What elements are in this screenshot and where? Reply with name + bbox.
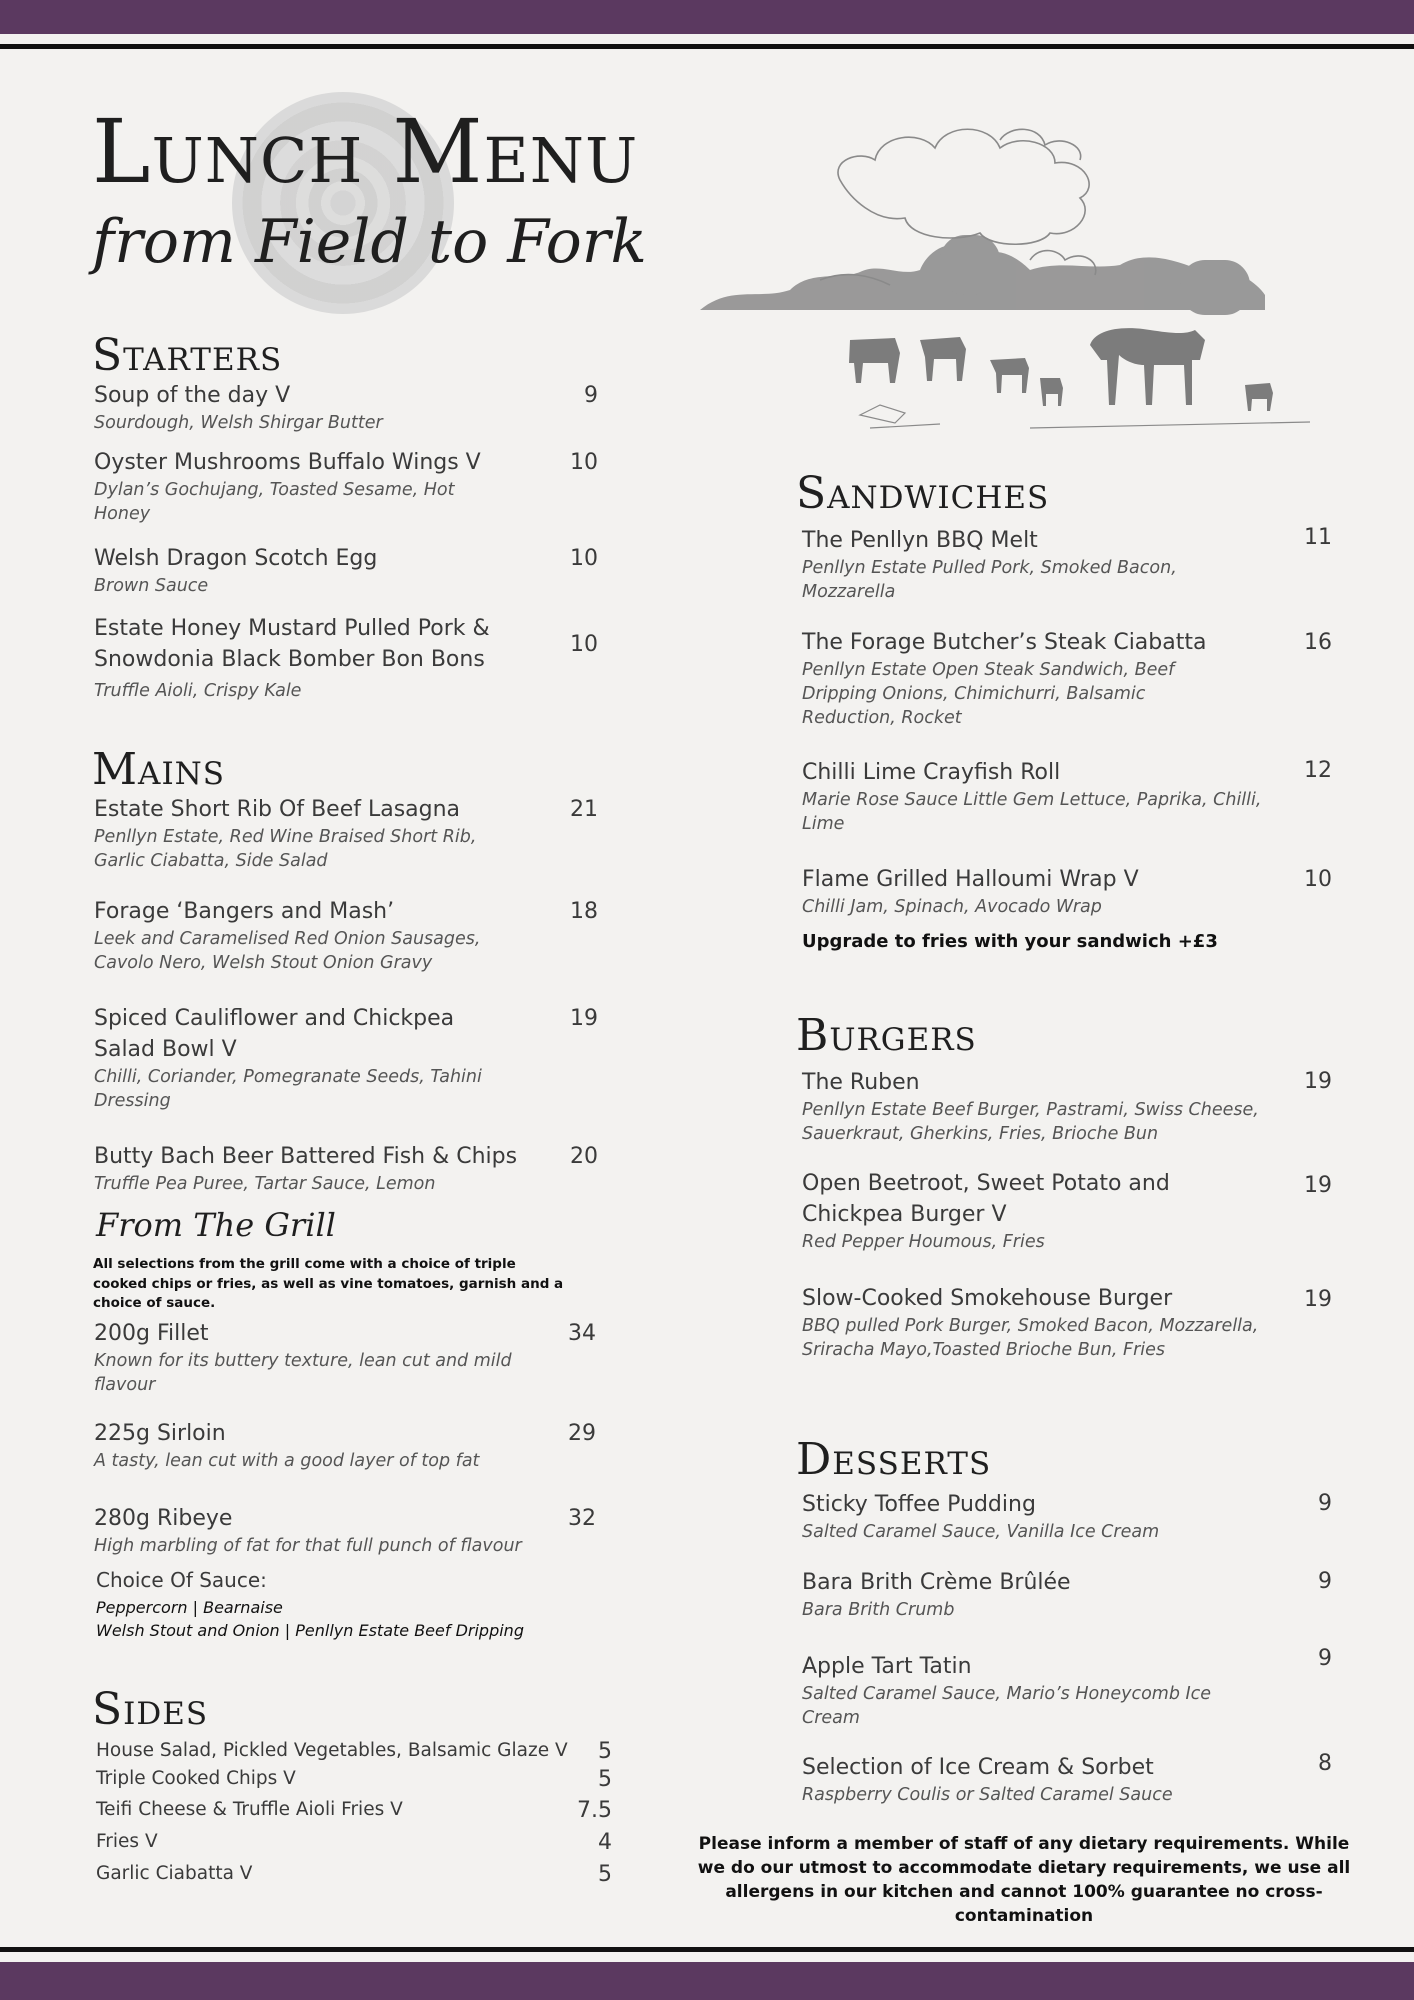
item-description: Known for its buttery texture, lean cut and mild flavour xyxy=(94,1351,512,1395)
grill-note: All selections from the grill come with a choice of triple cooked chips or fries, as well as vine tomatoes, garnish and a choice of sauce. xyxy=(93,1256,564,1311)
item-name: Flame Grilled Halloumi Wrap V xyxy=(802,867,1139,892)
side-name: Garlic Ciabatta V xyxy=(96,1863,253,1884)
item-price: 10 xyxy=(1304,867,1332,892)
item-price: 21 xyxy=(570,797,598,822)
menu-item xyxy=(802,627,1272,730)
item-description: Salted Caramel Sauce, Vanilla Ice Cream xyxy=(802,1522,1160,1542)
menu-item xyxy=(94,794,554,873)
item-price: 12 xyxy=(1304,758,1332,783)
item-name: Apple Tart Tatin xyxy=(802,1654,972,1679)
side-item xyxy=(96,1767,612,1792)
item-description: High marbling of fat for that full punch of flavour xyxy=(94,1536,522,1556)
menu-title: Lunch Menu xyxy=(92,100,639,203)
item-price: 10 xyxy=(570,632,598,657)
item-description: Chilli, Coriander, Pomegranate Seeds, Tahini Dressing xyxy=(94,1067,482,1111)
item-name: 280g Ribeye xyxy=(94,1506,233,1531)
item-price: 34 xyxy=(568,1321,596,1346)
menu-item xyxy=(802,1752,1272,1807)
item-name: Estate Short Rib Of Beef Lasagna xyxy=(94,797,461,822)
side-item xyxy=(96,1862,612,1887)
menu-item xyxy=(94,896,554,975)
menu-item xyxy=(802,1283,1272,1362)
side-price: 5 xyxy=(598,1739,612,1764)
sandwiches-heading: Sandwiches xyxy=(796,468,1050,519)
item-price: 10 xyxy=(570,450,598,475)
menu-item xyxy=(802,1567,1272,1622)
item-description: Bara Brith Crumb xyxy=(802,1600,955,1620)
item-name: Selection of Ice Cream & Sorbet xyxy=(802,1755,1154,1780)
sides-heading: Sides xyxy=(92,1684,209,1735)
menu-item xyxy=(802,1489,1272,1544)
item-name: 225g Sirloin xyxy=(94,1421,226,1446)
item-description: Chilli Jam, Spinach, Avocado Wrap xyxy=(802,897,1102,917)
item-price: 9 xyxy=(584,383,598,408)
menu-item xyxy=(802,757,1272,836)
item-price: 11 xyxy=(1304,525,1332,550)
menu-item xyxy=(94,1418,584,1473)
side-name: House Salad, Pickled Vegetables, Balsamic Glaze V xyxy=(96,1740,568,1761)
sauce-options-line1: Peppercorn | Bearnaise xyxy=(96,1598,283,1617)
side-price: 7.5 xyxy=(577,1798,612,1823)
item-name: The Forage Butcher’s Steak Ciabatta xyxy=(802,630,1207,655)
menu-item xyxy=(94,380,564,435)
menu-item xyxy=(94,447,534,526)
item-name: The Penllyn BBQ Melt xyxy=(802,528,1038,553)
side-name: Triple Cooked Chips V xyxy=(96,1768,296,1789)
item-description: Brown Sauce xyxy=(94,576,209,596)
top-band xyxy=(0,0,1414,34)
grill-heading: From The Grill xyxy=(96,1206,336,1244)
item-price: 9 xyxy=(1318,1569,1332,1594)
item-description: Penllyn Estate Open Steak Sandwich, Beef Dripping Onions, Chimichurri, Balsamic Reduction, Rocket xyxy=(802,660,1175,728)
item-description: Sourdough, Welsh Shirgar Butter xyxy=(94,413,383,433)
item-description: Leek and Caramelised Red Onion Sausages, Cavolo Nero, Welsh Stout Onion Gravy xyxy=(94,929,481,973)
menu-item xyxy=(94,613,544,703)
item-price: 29 xyxy=(568,1421,596,1446)
item-description: Raspberry Coulis or Salted Caramel Sauce xyxy=(802,1785,1173,1805)
side-price: 5 xyxy=(598,1767,612,1792)
item-name: Slow-Cooked Smokehouse Burger xyxy=(802,1286,1173,1311)
item-description: Dylan’s Gochujang, Toasted Sesame, Hot Honey xyxy=(94,480,455,524)
item-price: 8 xyxy=(1318,1751,1332,1776)
menu-item xyxy=(802,525,1272,604)
item-description: A tasty, lean cut with a good layer of top fat xyxy=(94,1451,480,1471)
item-price: 10 xyxy=(570,546,598,571)
item-name: Bara Brith Crème Brûlée xyxy=(802,1570,1071,1595)
menu-item xyxy=(802,1168,1242,1254)
item-price: 9 xyxy=(1318,1491,1332,1516)
allergen-note: Please inform a member of staff of any dietary requirements. While we do our utmost to accommodate dietary requirements, we use all allergens in our kitchen and cannot 100% guarantee no cross-contamination xyxy=(697,1834,1351,1926)
item-price: 19 xyxy=(1304,1069,1332,1094)
burgers-heading: Burgers xyxy=(796,1010,977,1061)
item-name: The Ruben xyxy=(802,1070,920,1095)
item-name: Open Beetroot, Sweet Potato and Chickpea Burger V xyxy=(802,1171,1170,1227)
item-description: Truffle Pea Puree, Tartar Sauce, Lemon xyxy=(94,1174,436,1194)
item-description: Penllyn Estate Beef Burger, Pastrami, Swiss Cheese, Sauerkraut, Gherkins, Fries, Brioche Bun xyxy=(802,1100,1259,1144)
desserts-heading: Desserts xyxy=(796,1434,992,1485)
side-name: Fries V xyxy=(96,1831,158,1852)
item-name: Forage ‘Bangers and Mash’ xyxy=(94,899,395,924)
menu-item xyxy=(802,1651,1272,1730)
top-rule xyxy=(0,44,1414,49)
sauce-label: Choice Of Sauce: xyxy=(96,1568,267,1592)
item-price: 19 xyxy=(570,1006,598,1031)
menu-item xyxy=(802,1067,1272,1146)
sandwich-upgrade-note: Upgrade to fries with your sandwich +£3 xyxy=(802,931,1218,952)
item-price: 16 xyxy=(1304,630,1332,655)
side-item xyxy=(96,1830,612,1855)
item-description: Penllyn Estate Pulled Pork, Smoked Bacon, Mozzarella xyxy=(802,558,1177,602)
side-item xyxy=(96,1739,612,1764)
bottom-band xyxy=(0,1962,1414,2000)
item-price: 32 xyxy=(568,1506,596,1531)
menu-item xyxy=(94,1503,594,1558)
sauce-options-line2: Welsh Stout and Onion | Penllyn Estate Beef Dripping xyxy=(96,1621,524,1640)
item-price: 20 xyxy=(570,1144,598,1169)
side-item xyxy=(96,1798,612,1823)
item-description: Penllyn Estate, Red Wine Braised Short Rib, Garlic Ciabatta, Side Salad xyxy=(94,827,477,871)
menu-item xyxy=(94,543,534,598)
item-name: Spiced Cauliflower and Chickpea Salad Bowl V xyxy=(94,1006,455,1062)
side-price: 5 xyxy=(598,1862,612,1887)
item-name: Chilli Lime Crayfish Roll xyxy=(802,760,1061,785)
menu-item xyxy=(94,1318,584,1397)
landscape-sketch xyxy=(700,110,1360,440)
item-price: 9 xyxy=(1318,1646,1332,1671)
menu-item xyxy=(94,1003,524,1113)
side-name: Teifi Cheese & Truffle Aioli Fries V xyxy=(96,1799,403,1820)
item-name: Soup of the day V xyxy=(94,383,291,408)
item-description: BBQ pulled Pork Burger, Smoked Bacon, Mozzarella, Sriracha Mayo,Toasted Brioche Bun, Fries xyxy=(802,1316,1259,1360)
item-name: Butty Bach Beer Battered Fish & Chips xyxy=(94,1144,518,1169)
menu-item xyxy=(94,1141,564,1196)
menu-item xyxy=(802,864,1272,919)
item-price: 19 xyxy=(1304,1287,1332,1312)
side-price: 4 xyxy=(598,1830,612,1855)
item-description: Marie Rose Sauce Little Gem Lettuce, Paprika, Chilli, Lime xyxy=(802,790,1262,834)
starters-heading: Starters xyxy=(92,330,283,381)
item-name: 200g Fillet xyxy=(94,1321,209,1346)
item-description: Red Pepper Houmous, Fries xyxy=(802,1232,1045,1252)
mains-heading: Mains xyxy=(92,744,226,795)
item-name: Oyster Mushrooms Buffalo Wings V xyxy=(94,450,481,475)
item-name: Welsh Dragon Scotch Egg xyxy=(94,546,378,571)
menu-subtitle: from Field to Fork xyxy=(92,207,647,277)
item-price: 18 xyxy=(570,899,598,924)
item-price: 19 xyxy=(1304,1173,1332,1198)
item-description: Salted Caramel Sauce, Mario’s Honeycomb Ice Cream xyxy=(802,1684,1212,1728)
item-name: Sticky Toffee Pudding xyxy=(802,1492,1036,1517)
item-description: Truffle Aioli, Crispy Kale xyxy=(94,681,302,701)
item-name: Estate Honey Mustard Pulled Pork & Snowdonia Black Bomber Bon Bons xyxy=(94,616,490,672)
bottom-rule xyxy=(0,1947,1414,1952)
